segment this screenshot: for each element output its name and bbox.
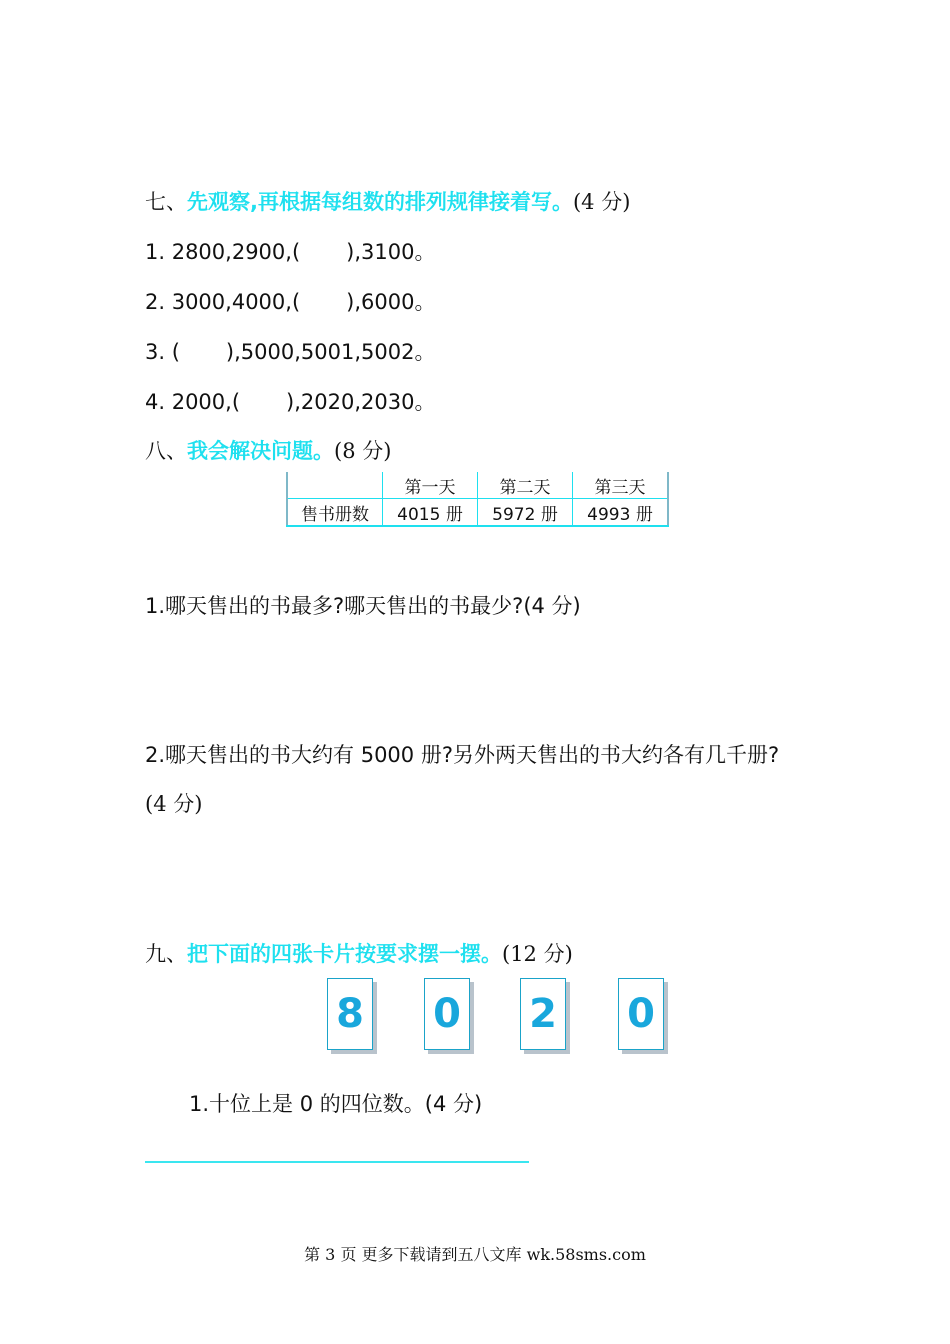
sequence-item-1-right: ),3100。 xyxy=(346,240,436,264)
section9-prefix: 九、 xyxy=(145,942,187,966)
sequence-item-2-right: ),6000。 xyxy=(346,290,436,314)
sequence-item-4 xyxy=(145,386,435,416)
section8-prefix: 八、 xyxy=(145,439,187,463)
page-footer: 第 3 页 更多下载请到五八文库 wk.58sms.com xyxy=(304,1245,646,1264)
table-row-label: 售书册数 xyxy=(287,499,383,527)
answer-line xyxy=(145,1161,529,1163)
section7-title: 先观察,再根据每组数的排列规律接着写。 xyxy=(187,190,573,214)
table-header-day3: 第三天 xyxy=(573,472,669,499)
digit-card-4-value: 0 xyxy=(627,991,655,1037)
section9-title: 把下面的四张卡片按要求摆一摆。 xyxy=(187,942,502,966)
sequence-item-4-left: 4. 2000,( xyxy=(145,390,241,414)
sequence-item-3-right: ),5000,5001,5002。 xyxy=(225,340,436,364)
table-header-row xyxy=(287,472,668,499)
section7-prefix: 七、 xyxy=(145,190,187,214)
sequence-item-2 xyxy=(145,286,435,316)
section9-question-1: 1.十位上是 0 的四位数。(4 分) xyxy=(189,1092,483,1116)
section7-heading xyxy=(145,186,630,216)
section8-heading xyxy=(145,435,391,465)
section7-score: (4 分) xyxy=(572,190,631,214)
digit-card-1-value: 8 xyxy=(336,991,364,1037)
digit-card-3-value: 2 xyxy=(529,991,557,1037)
table-cell-day1: 4015 册 xyxy=(383,499,478,527)
section9-heading xyxy=(145,938,573,968)
table-cell-day3: 4993 册 xyxy=(573,499,669,527)
digit-card-2-value: 0 xyxy=(433,991,461,1037)
table-cell-day2: 5972 册 xyxy=(478,499,573,527)
sequence-item-1 xyxy=(145,236,435,266)
digit-card-3 xyxy=(520,978,566,1050)
sequence-item-3-left: 3. ( xyxy=(145,340,180,364)
sequence-item-1-left: 1. 2800,2900,( xyxy=(145,240,301,264)
table-row xyxy=(287,499,668,527)
section8-question-2-line1: 2.哪天售出的书大约有 5000 册?另外两天售出的书大约各有几千册? xyxy=(145,743,780,767)
section9-score: (12 分) xyxy=(502,942,573,966)
digit-card-1 xyxy=(327,978,373,1050)
table-header-day1: 第一天 xyxy=(383,472,478,499)
sequence-item-2-left: 2. 3000,4000,( xyxy=(145,290,301,314)
digit-card-4 xyxy=(618,978,664,1050)
sequence-item-3 xyxy=(145,336,435,366)
table-header-day2: 第二天 xyxy=(478,472,573,499)
section8-score: (8 分) xyxy=(334,439,392,463)
section8-question-2-line2: (4 分) xyxy=(145,792,203,816)
digit-card-2 xyxy=(424,978,470,1050)
table-header-empty xyxy=(287,472,383,499)
section8-title: 我会解决问题。 xyxy=(187,439,334,463)
section8-question-1: 1.哪天售出的书最多?哪天售出的书最少?(4 分) xyxy=(145,594,581,618)
book-sales-table xyxy=(286,472,669,527)
sequence-item-4-right: ),2020,2030。 xyxy=(286,390,436,414)
